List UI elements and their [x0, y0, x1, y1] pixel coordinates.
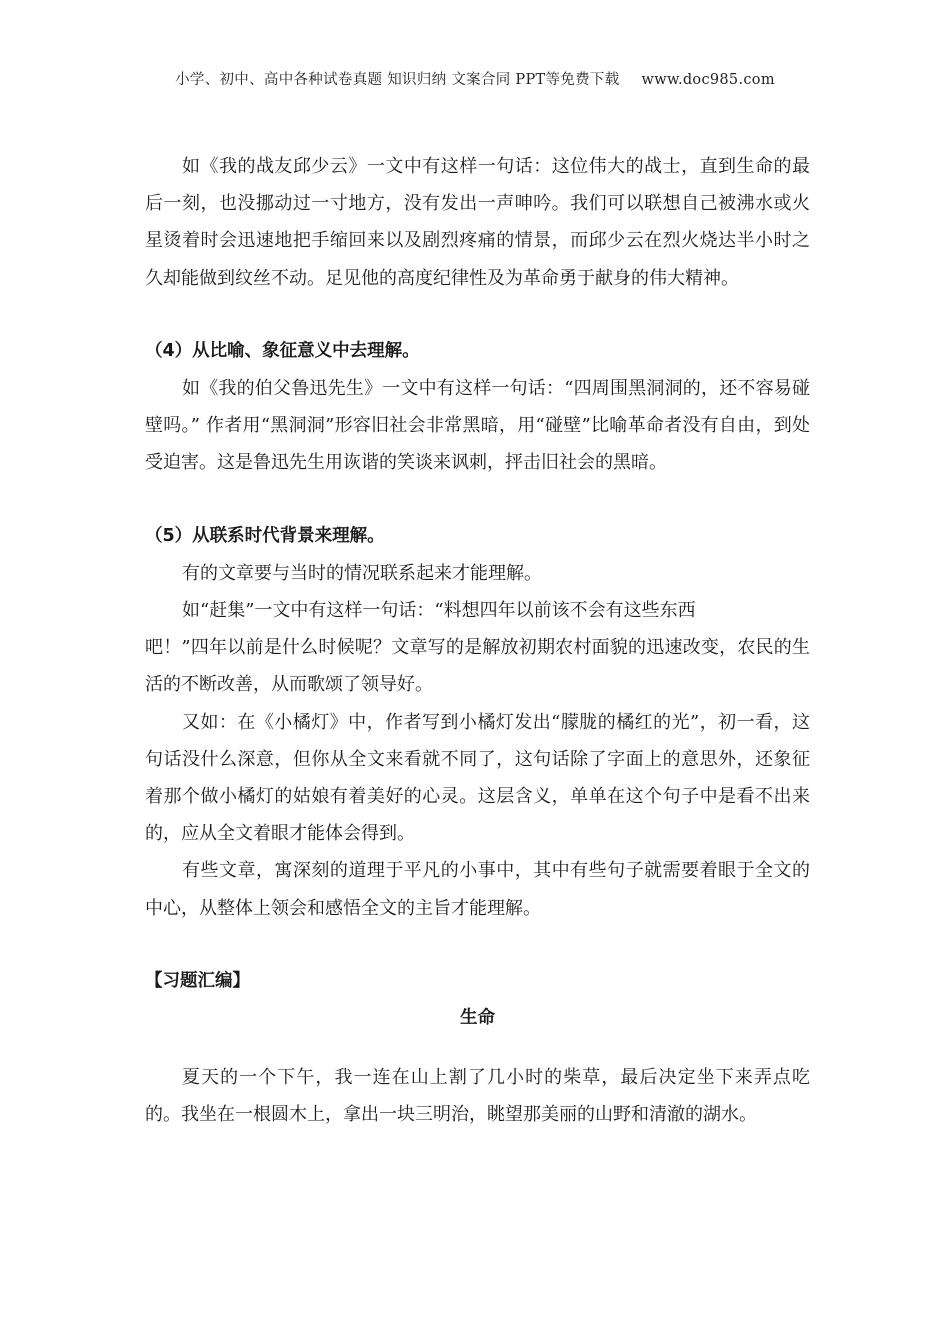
heading-historical-background: （5）从联系时代背景来理解。	[145, 525, 385, 546]
article-title: 生命	[460, 1008, 495, 1029]
paragraph-whole-text: 有些文章，寓深刻的道理于平凡的小事中，其中有些句子就需要着眼于全文的中心，从整体上领会和感悟全文的主旨才能理解。	[145, 860, 810, 919]
page-header	[0, 68, 950, 89]
heading-metaphor-symbolism: （4）从比喻、象征意义中去理解。	[145, 340, 420, 361]
section-exercises: 【习题汇编】	[145, 970, 250, 991]
paragraph-ganji-line1: 如“赶集”一文中有这样一句话：“料想四年以前该不会有这些东西	[182, 600, 696, 622]
paragraph-xiao-judeng: 又如：在《小橘灯》中，作者写到小橘灯发出“朦胧的橘红的光”，初一看，这句话没什么深意，但你从全文来看就不同了，这句话除了字面上的意思外，还象征着那个做小橘灯的姑娘有着美好的心灵。这层含义，单单在这个句子中是看不出来的，应从全文着眼才能体会得到。	[145, 711, 810, 845]
paragraph-story-opening: 夏天的一个下午，我一连在山上割了几小时的柴草，最后决定坐下来弄点吃的。我坐在一根圆木上，拿出一块三明治，眺望那美丽的山野和清澈的湖水。	[145, 1067, 810, 1126]
paragraph-qiu-shaoyun: 如《我的战友邱少云》一文中有这样一句话：这位伟大的战士，直到生命的最后一刻，也没挪动过一寸地方，没有发出一声呻吟。我们可以联想自己被沸水或火星烫着时会迅速地把手缩回来以及剧烈疼痛的情景，而邱少云在烈火烧达半小时之久却能做到纹丝不动。足见他的高度纪律性及为革命勇于献身的伟大精神。	[145, 156, 810, 289]
header-text: 小学、初中、高中各种试卷真题 知识归纳 文案合同 PPT等免费下载	[175, 72, 620, 88]
paragraph-ganji-line2: 吧！”四年以前是什么时候呢？文章写的是解放初期农村面貌的迅速改变，农民的生活的不断改善，从而歌颂了领导好。	[145, 637, 810, 696]
document-body	[145, 148, 810, 1134]
paragraph-context-intro: 有的文章要与当时的情况联系起来才能理解。	[182, 562, 542, 584]
header-site: www.doc985.com	[641, 72, 775, 88]
paragraph-lu-xun: 如《我的伯父鲁迅先生》一文中有这样一句话：“四周围黑洞洞的，还不容易碰壁吗。” 作者用“黑洞洞”形容旧社会非常黑暗，用“碰壁”比喻革命者没有自由，到处受迫害。这是鲁迅先生用诙谐的笑谈来讽刺，抨击旧社会的黑暗。	[145, 378, 810, 474]
